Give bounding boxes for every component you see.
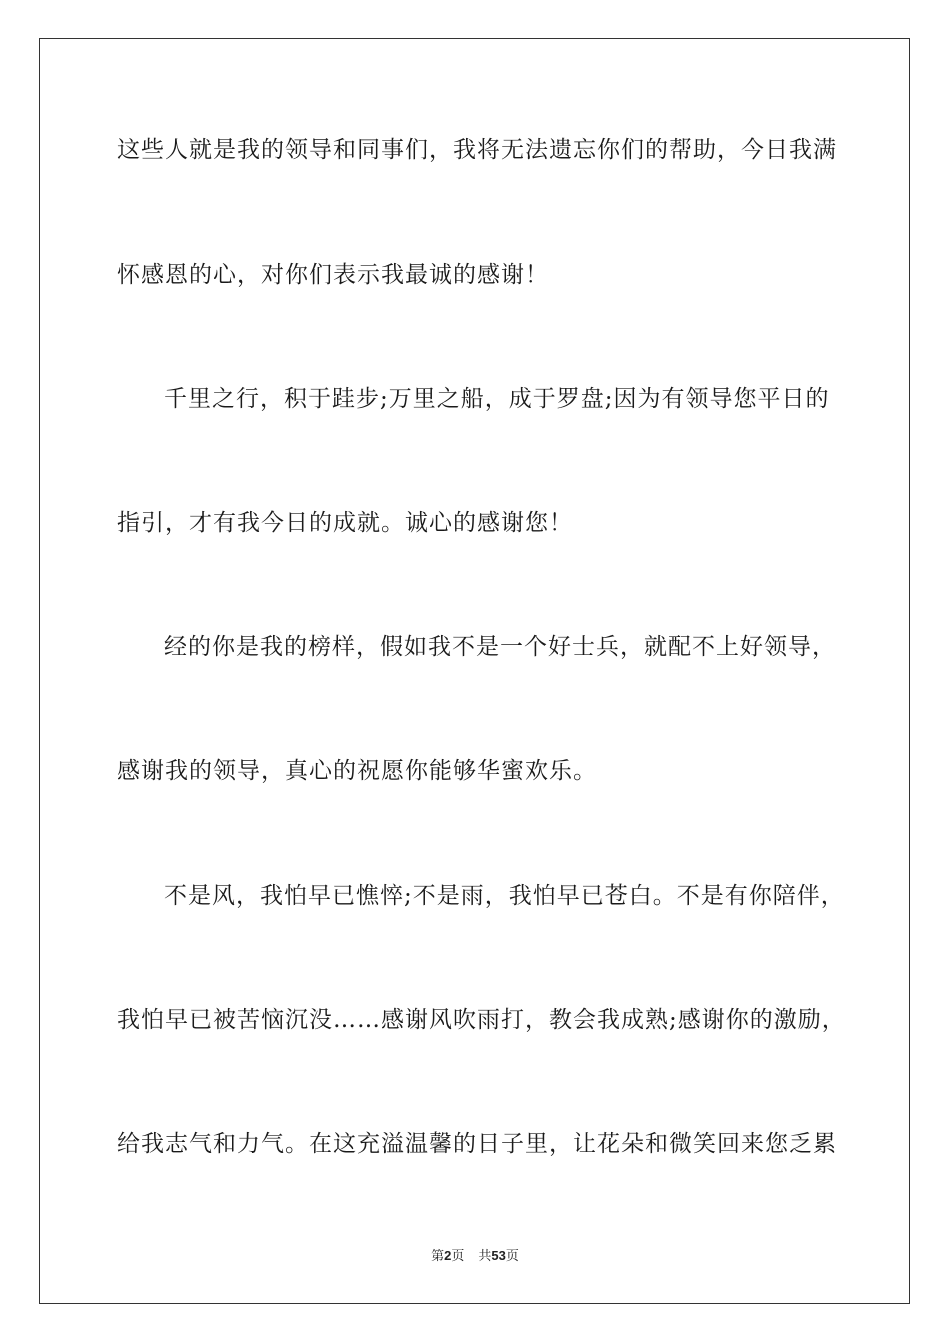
total-prefix: 共	[478, 1249, 492, 1264]
body-line-4: 指引，才有我今日的成就。诚心的感谢您！	[117, 510, 573, 536]
body-line-6: 感谢我的领导，真心的祝愿你能够华蜜欢乐。	[117, 758, 597, 784]
page-footer	[0, 1247, 950, 1266]
page-suffix: 页	[451, 1249, 465, 1264]
body-line-3: 千里之行，积于跬步;万里之船，成于罗盘;因为有领导您平日的	[164, 386, 830, 412]
body-line-1: 这些人就是我的领导和同事们，我将无法遗忘你们的帮助，今日我满	[117, 137, 837, 163]
total-pages: 53	[491, 1248, 506, 1263]
body-line-2: 怀感恩的心，对你们表示我最诚的感谢！	[117, 262, 549, 288]
body-line-5: 经的你是我的榜样，假如我不是一个好士兵，就配不上好领导，	[164, 634, 836, 660]
page-prefix: 第	[431, 1249, 445, 1264]
page-number: 2	[444, 1248, 452, 1263]
body-line-9: 给我志气和力气。在这充溢温馨的日子里，让花朵和微笑回来您乏累	[117, 1131, 837, 1157]
total-suffix: 页	[505, 1249, 519, 1264]
body-line-7: 不是风，我怕早已憔悴;不是雨，我怕早已苍白。不是有你陪伴，	[164, 883, 845, 909]
page-border	[39, 38, 910, 1304]
body-line-8: 我怕早已被苦恼沉没……感谢风吹雨打，教会我成熟;感谢你的激励，	[117, 1007, 846, 1033]
